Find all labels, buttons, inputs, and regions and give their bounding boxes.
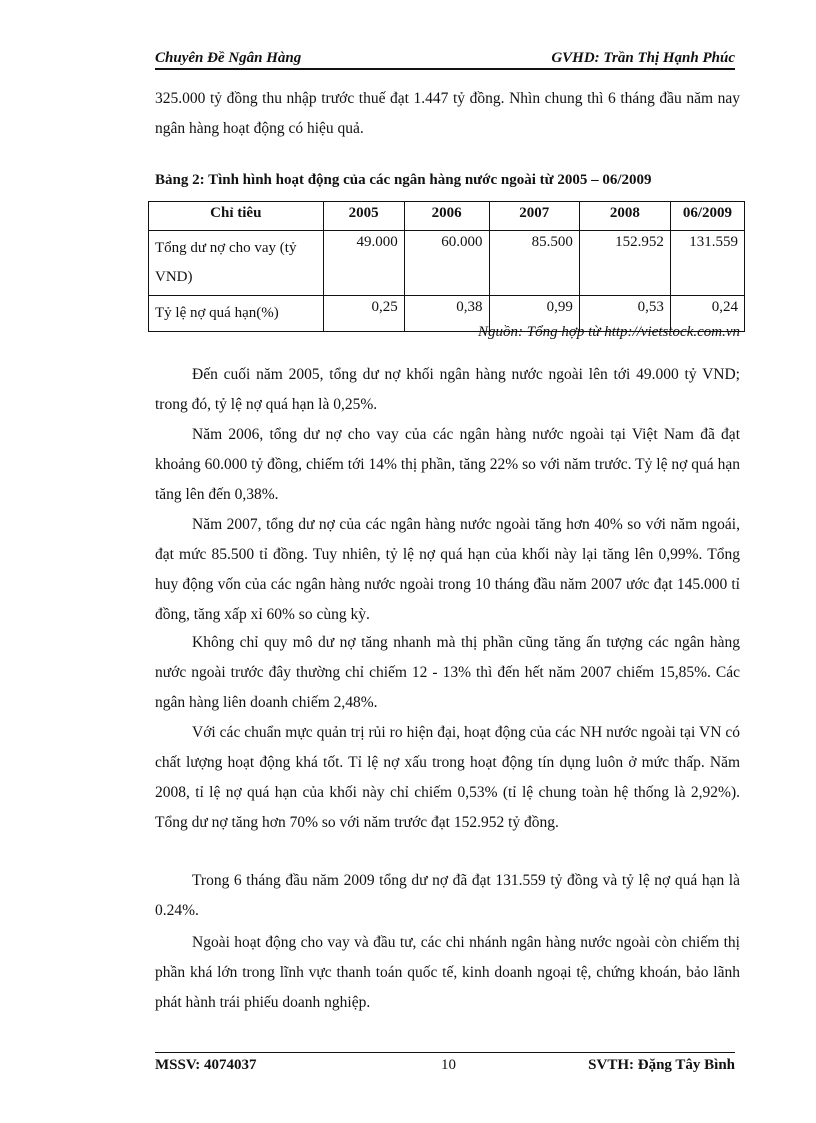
column-header: Chỉ tiêu	[149, 202, 324, 231]
header-left: Chuyên Đề Ngân Hàng	[155, 50, 302, 66]
table-title: Bảng 2: Tình hình hoạt động của các ngân hàng nước ngoài từ 2005 – 06/2009	[155, 172, 652, 188]
table-cell: 152.952	[579, 231, 670, 296]
table-cell: 0,38	[404, 296, 489, 332]
footer-student-name: SVTH: Đặng Tây Bình	[588, 1057, 735, 1073]
body-paragraph: Ngoài hoạt động cho vay và đầu tư, các chi nhánh ngân hàng nước ngoài còn chiếm thị phần khá lớn trong lĩnh vực thanh toán quốc tế, kinh doanh ngoại tệ, chứng khoán, bảo lãnh phát hành trái phiếu doanh nghiệp.	[155, 934, 740, 1011]
table-cell: 0,25	[323, 296, 404, 332]
table-source: Nguồn: Tổng hợp từ http://vietstock.com.vn	[478, 324, 740, 340]
footer-student-id: MSSV: 4074037	[155, 1057, 257, 1073]
body-paragraph: Không chỉ quy mô dư nợ tăng nhanh mà thị phần cũng tăng ấn tượng các ngân hàng nước ngoài trước đây thường chỉ chiếm 12 - 13% thì đến hết năm 2007 chiếm 15,85%. Các ngân hàng liên doanh chiếm 2,48%.	[155, 634, 740, 711]
body-paragraph: Năm 2006, tổng dư nợ cho vay của các ngân hàng nước ngoài tại Việt Nam đã đạt khoảng 60.000 tỷ đồng, chiếm tới 14% thị phần, tăng 22% so với năm trước. Tỷ lệ nợ quá hạn tăng lên đến 0,38%.	[155, 426, 740, 503]
table-row	[149, 231, 745, 296]
table-cell: 0,24	[670, 296, 744, 332]
body-paragraph: Năm 2007, tổng dư nợ của các ngân hàng nước ngoài tăng hơn 40% so với năm ngoái, đạt mức 85.500 tỉ đồng. Tuy nhiên, tỷ lệ nợ quá hạn của khối này lại tăng lên 0,99%. Tổng huy động vốn của các ngân hàng nước ngoài trong 10 tháng đầu năm 2007 ước đạt 145.000 tỉ đồng, tăng xấp xỉ 60% so cùng kỳ.	[155, 516, 740, 623]
table-cell: 49.000	[323, 231, 404, 296]
table-cell: 131.559	[670, 231, 744, 296]
data-table	[148, 201, 745, 332]
intro-paragraph: 325.000 tỷ đồng thu nhập trước thuế đạt 1.447 tỷ đồng. Nhìn chung thì 6 tháng đầu năm nay ngân hàng hoạt động có hiệu quả.	[155, 90, 740, 137]
column-header: 2005	[323, 202, 404, 231]
row-label: Tổng dư nợ cho vay (tỷ VND)	[149, 231, 324, 296]
column-header: 2006	[404, 202, 489, 231]
table-header-row	[149, 202, 745, 231]
page-number: 10	[441, 1057, 456, 1073]
column-header: 2008	[579, 202, 670, 231]
table-cell: 60.000	[404, 231, 489, 296]
table-cell: 85.500	[489, 231, 579, 296]
page-footer	[155, 1052, 735, 1073]
page-header	[155, 50, 735, 70]
column-header: 06/2009	[670, 202, 744, 231]
body-paragraph: Đến cuối năm 2005, tổng dư nợ khối ngân hàng nước ngoài lên tới 49.000 tỷ VND; trong đó, tỷ lệ nợ quá hạn là 0,25%.	[155, 366, 740, 413]
table-cell: 0,53	[579, 296, 670, 332]
table-cell: 0,99	[489, 296, 579, 332]
body-paragraph: Với các chuẩn mực quản trị rủi ro hiện đại, hoạt động của các NH nước ngoài tại VN có chất lượng hoạt động khá tốt. Tỉ lệ nợ xấu trong hoạt động tín dụng luôn ở mức thấp. Năm 2008, tỉ lệ nợ quá hạn của khối này chỉ chiếm 0,53% (tỉ lệ chung toàn hệ thống là 2,92%). Tổng dư nợ tăng hơn 70% so với năm trước đạt 152.952 tỷ đồng.	[155, 724, 740, 831]
body-paragraph: Trong 6 tháng đầu năm 2009 tổng dư nợ đã đạt 131.559 tỷ đồng và tỷ lệ nợ quá hạn là 0.24%.	[155, 872, 740, 919]
header-right: GVHD: Trần Thị Hạnh Phúc	[551, 50, 735, 66]
column-header: 2007	[489, 202, 579, 231]
row-label: Tỷ lệ nợ quá hạn(%)	[149, 296, 324, 332]
